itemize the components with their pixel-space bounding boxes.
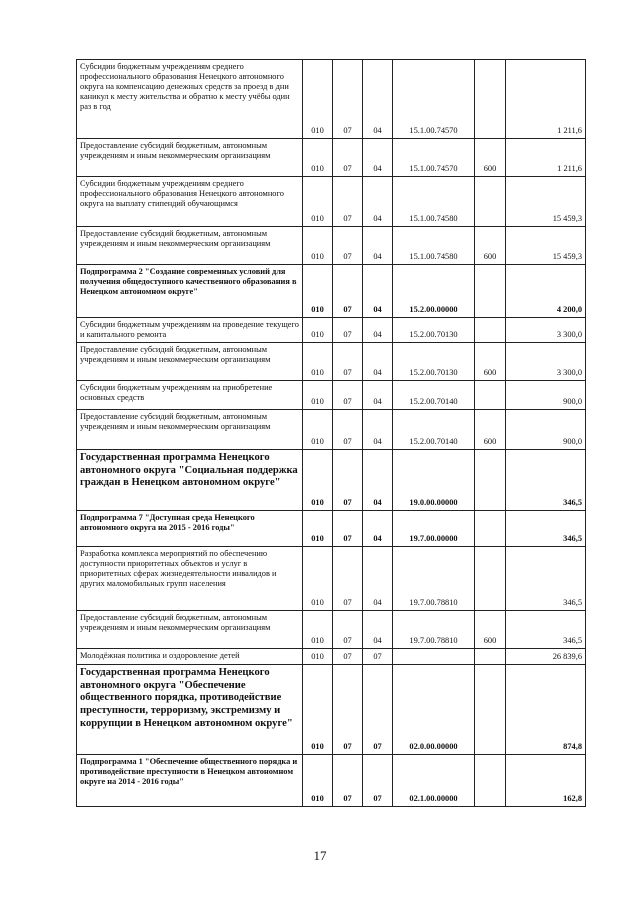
target-article-code-cell: 02.0.00.00000 [393,665,475,755]
row-name-cell: Предоставление субсидий бюджетным, автономным учреждениям и иным некоммерческим организациям [77,343,303,381]
amount-cell: 3 300,0 [506,343,586,381]
amount-cell: 162,8 [506,755,586,807]
row-name-cell: Субсидии бюджетным учреждениям среднего профессионального образования Ненецкого автономного округа на выплату стипендий обучающимся [77,177,303,227]
subsection-code-cell: 07 [363,755,393,807]
subsection-code-cell: 07 [363,649,393,665]
target-article-code-cell: 19.7.00.00000 [393,511,475,547]
expense-type-code-cell [475,265,506,318]
ministry-code-cell: 010 [303,511,333,547]
table-row [77,649,586,665]
section-code-cell: 07 [333,381,363,410]
ministry-code-cell: 010 [303,318,333,343]
expense-type-code-cell [475,381,506,410]
table-row [77,450,586,511]
table-row [77,265,586,318]
subsection-code-cell: 04 [363,60,393,139]
table-row [77,755,586,807]
target-article-code-cell: 15.1.00.74580 [393,227,475,265]
row-name-cell: Предоставление субсидий бюджетным, автономным учреждениям и иным некоммерческим организациям [77,227,303,265]
amount-cell: 346,5 [506,450,586,511]
row-name-cell: Подпрограмма 1 "Обеспечение общественного порядка и противодействие преступности в Ненецком автономном округе на 2014 - 2016 годы" [77,755,303,807]
amount-cell: 4 200,0 [506,265,586,318]
table-row [77,611,586,649]
subsection-code-cell: 04 [363,139,393,177]
target-article-code-cell: 02.1.00.00000 [393,755,475,807]
section-code-cell: 07 [333,177,363,227]
table-row [77,177,586,227]
row-name-cell: Субсидии бюджетным учреждениям среднего профессионального образования Ненецкого автономного округа на компенсацию денежных средств за проезд в дни каникул к месту жительства и обратно к месту учёбы один раз в год [77,60,303,139]
expense-type-code-cell [475,547,506,611]
expense-type-code-cell [475,755,506,807]
subsection-code-cell: 04 [363,450,393,511]
expense-type-code-cell [475,177,506,227]
amount-cell: 15 459,3 [506,177,586,227]
section-code-cell: 07 [333,649,363,665]
ministry-code-cell: 010 [303,227,333,265]
ministry-code-cell: 010 [303,665,333,755]
row-name-cell: Разработка комплекса мероприятий по обеспечению доступности приоритетных объектов и услуг в приоритетных сферах жизнедеятельности инвалидов и других маломобильных групп населения [77,547,303,611]
section-code-cell: 07 [333,547,363,611]
target-article-code-cell: 15.1.00.74580 [393,177,475,227]
section-code-cell: 07 [333,450,363,511]
row-name-cell: Государственная программа Ненецкого автономного округа "Социальная поддержка граждан в Ненецком автономном округе" [77,450,303,511]
section-code-cell: 07 [333,318,363,343]
ministry-code-cell: 010 [303,611,333,649]
table-row [77,511,586,547]
section-code-cell: 07 [333,410,363,450]
row-name-cell: Молодёжная политика и оздоровление детей [77,649,303,665]
target-article-code-cell: 15.2.00.00000 [393,265,475,318]
target-article-code-cell: 15.2.00.70140 [393,410,475,450]
row-name-cell: Предоставление субсидий бюджетным, автономным учреждениям и иным некоммерческим организациям [77,611,303,649]
section-code-cell: 07 [333,139,363,177]
subsection-code-cell: 04 [363,177,393,227]
ministry-code-cell: 010 [303,755,333,807]
amount-cell: 1 211,6 [506,60,586,139]
target-article-code-cell: 15.1.00.74570 [393,60,475,139]
target-article-code-cell: 15.2.00.70130 [393,318,475,343]
page-number: 17 [313,848,327,863]
subsection-code-cell: 04 [363,511,393,547]
subsection-code-cell: 04 [363,227,393,265]
expense-type-code-cell: 600 [475,343,506,381]
expense-type-code-cell: 600 [475,227,506,265]
section-code-cell: 07 [333,343,363,381]
amount-cell: 874,8 [506,665,586,755]
subsection-code-cell: 04 [363,381,393,410]
section-code-cell: 07 [333,60,363,139]
amount-cell: 346,5 [506,611,586,649]
amount-cell: 1 211,6 [506,139,586,177]
expense-type-code-cell [475,649,506,665]
target-article-code-cell: 15.2.00.70130 [393,343,475,381]
row-name-cell: Подпрограмма 7 "Доступная среда Ненецкого автономного округа на 2015 - 2016 годы" [77,511,303,547]
budget-table-body [77,60,586,807]
expense-type-code-cell [475,665,506,755]
target-article-code-cell [393,649,475,665]
table-row [77,318,586,343]
ministry-code-cell: 010 [303,410,333,450]
expense-type-code-cell [475,318,506,343]
subsection-code-cell: 04 [363,318,393,343]
section-code-cell: 07 [333,611,363,649]
table-row [77,665,586,755]
ministry-code-cell: 010 [303,265,333,318]
subsection-code-cell: 04 [363,410,393,450]
row-name-cell: Государственная программа Ненецкого автономного округа "Обеспечение общественного порядка, противодействие преступности, терроризму, экстремизму и коррупции в Ненецком автономном округе" [77,665,303,755]
ministry-code-cell: 010 [303,381,333,410]
table-row [77,227,586,265]
expense-type-code-cell: 600 [475,611,506,649]
table-row [77,410,586,450]
target-article-code-cell: 19.7.00.78810 [393,547,475,611]
subsection-code-cell: 04 [363,343,393,381]
expense-type-code-cell: 600 [475,410,506,450]
section-code-cell: 07 [333,511,363,547]
row-name-cell: Предоставление субсидий бюджетным, автономным учреждениям и иным некоммерческим организациям [77,139,303,177]
subsection-code-cell: 04 [363,547,393,611]
amount-cell: 900,0 [506,410,586,450]
section-code-cell: 07 [333,227,363,265]
expense-type-code-cell [475,450,506,511]
subsection-code-cell: 04 [363,265,393,318]
target-article-code-cell: 19.0.00.00000 [393,450,475,511]
row-name-cell: Подпрограмма 2 "Создание современных условий для получения общедоступного качественного образования в Ненецком автономном округе" [77,265,303,318]
target-article-code-cell: 15.1.00.74570 [393,139,475,177]
table-row [77,139,586,177]
ministry-code-cell: 010 [303,450,333,511]
table-row [77,381,586,410]
budget-table [76,59,586,807]
amount-cell: 26 839,6 [506,649,586,665]
target-article-code-cell: 15.2.00.70140 [393,381,475,410]
ministry-code-cell: 010 [303,343,333,381]
amount-cell: 3 300,0 [506,318,586,343]
ministry-code-cell: 010 [303,649,333,665]
amount-cell: 346,5 [506,511,586,547]
table-row [77,60,586,139]
amount-cell: 346,5 [506,547,586,611]
section-code-cell: 07 [333,265,363,318]
ministry-code-cell: 010 [303,139,333,177]
ministry-code-cell: 010 [303,60,333,139]
amount-cell: 900,0 [506,381,586,410]
row-name-cell: Субсидии бюджетным учреждениям на приобретение основных средств [77,381,303,410]
ministry-code-cell: 010 [303,547,333,611]
table-row [77,547,586,611]
expense-type-code-cell [475,511,506,547]
subsection-code-cell: 04 [363,611,393,649]
ministry-code-cell: 010 [303,177,333,227]
table-row [77,343,586,381]
target-article-code-cell: 19.7.00.78810 [393,611,475,649]
expense-type-code-cell: 600 [475,139,506,177]
amount-cell: 15 459,3 [506,227,586,265]
subsection-code-cell: 07 [363,665,393,755]
row-name-cell: Субсидии бюджетным учреждениям на проведение текущего и капитального ремонта [77,318,303,343]
row-name-cell: Предоставление субсидий бюджетным, автономным учреждениям и иным некоммерческим организациям [77,410,303,450]
section-code-cell: 07 [333,665,363,755]
section-code-cell: 07 [333,755,363,807]
expense-type-code-cell [475,60,506,139]
